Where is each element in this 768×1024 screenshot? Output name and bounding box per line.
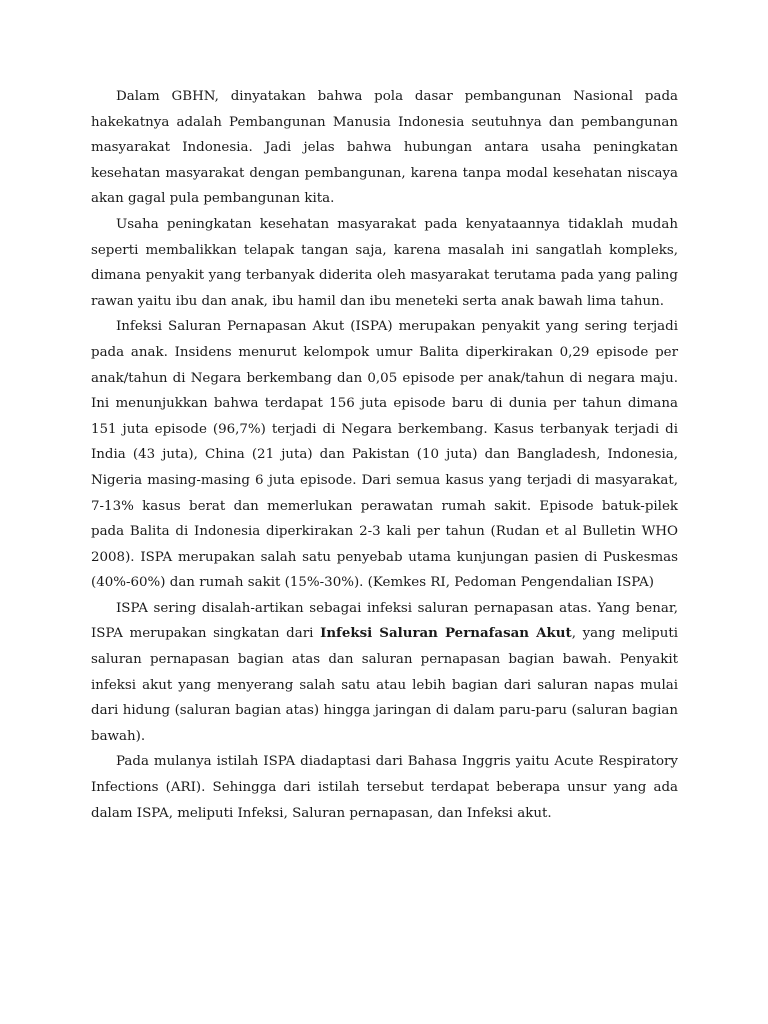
paragraph-ispa-definisi <box>91 596 678 750</box>
ispa-bold-term: Infeksi Saluran Pernafasan Akut <box>320 625 572 642</box>
paragraph-ispa-definisi-rest: , yang meliputi saluran pernapasan bagian atas dan saluran pernapasan bagian bawah. Penyakit infeksi akut yang menyerang salah satu atau lebih bagian dari saluran napas mulai dari hidung (saluran bagian atas) hingga jaringan di dalam paru-paru (saluran bagian bawah). <box>91 626 679 744</box>
document-body <box>91 84 678 826</box>
paragraph-ispa-definisi-intro: ISPA sering disalah-artikan sebagai infeksi saluran pernapasan atas. Yang benar, ISPA merupakan singkatan dari <box>91 600 678 642</box>
paragraph-kesehatan-masyarakat: Usaha peningkatan kesehatan masyarakat pada kenyataannya tidaklah mudah seperti membalikkan telapak tangan saja, karena masalah ini sangatlah kompleks, dimana penyakit yang terbanyak diderita oleh masyarakat terutama pada yang paling rawan yaitu ibu dan anak, ibu hamil dan ibu meneteki serta anak bawah lima tahun. <box>91 216 678 309</box>
paragraph-ispa-insidens: Infeksi Saluran Pernapasan Akut (ISPA) merupakan penyakit yang sering terjadi pada anak. Insidens menurut kelompok umur Balita diperkirakan 0,29 episode per anak/tahun di Negara berkembang dan 0,05 episode per anak/tahun di negara maju. Ini menunjukkan bahwa terdapat 156 juta episode baru di dunia per tahun dimana 151 juta episode (96,7%) terjadi di Negara berkembang. Kasus terbanyak terjadi di India (43 juta), China (21 juta) dan Pakistan (10 juta) dan Bangladesh, Indonesia, Nigeria masing-masing 6 juta episode. Dari semua kasus yang terjadi di masyarakat, 7-13% kasus berat dan memerlukan perawatan rumah sakit. Episode batuk-pilek pada Balita di Indonesia diperkirakan 2-3 kali per tahun (Rudan et al Bulletin WHO 2008). ISPA merupakan salah satu penyebab utama kunjungan pasien di Puskesmas (40%-60%) dan rumah sakit (15%-30%). (Kemkes RI, Pedoman Pengendalian ISPA) <box>91 319 678 591</box>
paragraph-ispa-istilah: Pada mulanya istilah ISPA diadaptasi dari Bahasa Inggris yaitu Acute Respiratory Infections (ARI). Sehingga dari istilah tersebut terdapat beberapa unsur yang ada dalam ISPA, meliputi Infeksi, Saluran pernapasan, dan Infeksi akut. <box>91 754 678 821</box>
paragraph-gbhn: Dalam GBHN, dinyatakan bahwa pola dasar pembangunan Nasional pada hakekatnya adalah Pembangunan Manusia Indonesia seutuhnya dan pembangunan masyarakat Indonesia. Jadi jelas bahwa hubungan antara usaha peningkatan kesehatan masyarakat dengan pembangunan, karena tanpa modal kesehatan niscaya akan gagal pula pembangunan kita. <box>91 89 678 207</box>
